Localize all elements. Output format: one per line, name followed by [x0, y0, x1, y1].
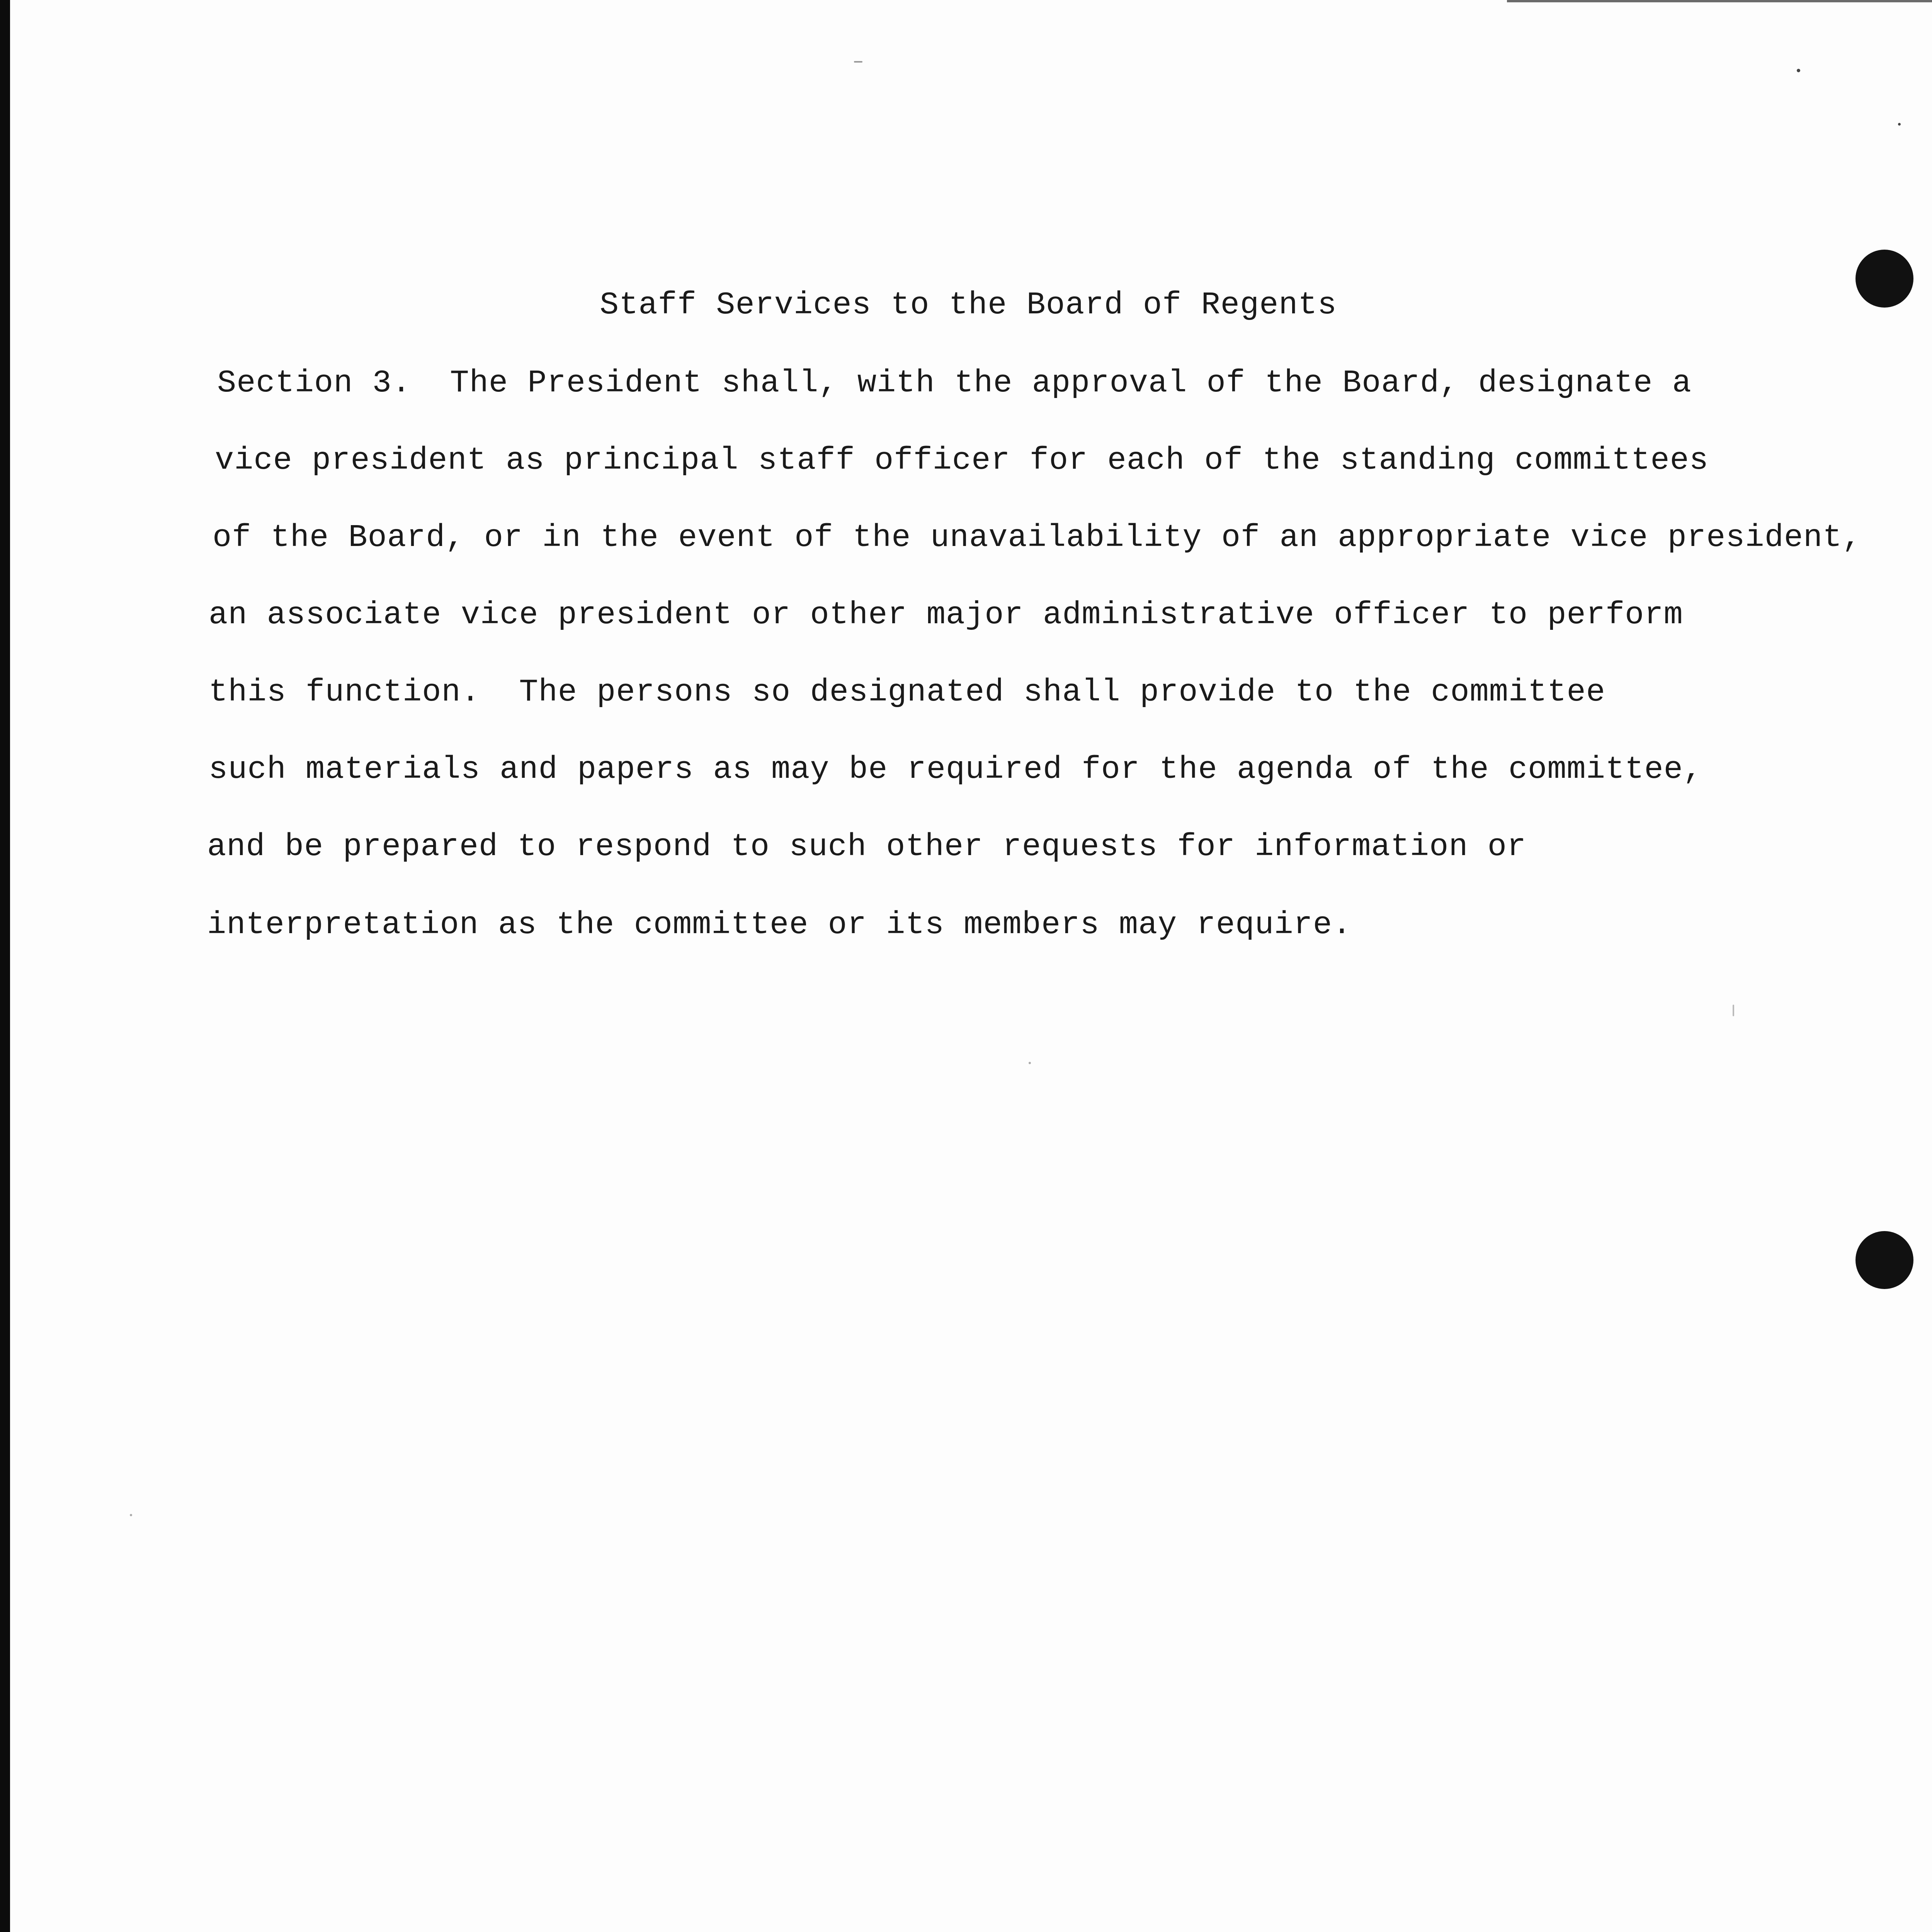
body-line: interpretation as the committee or its members may require. [207, 907, 1352, 943]
body-line: Section 3. The President shall, with the approval of the Board, designate a [217, 365, 1692, 401]
body-line: vice president as principal staff officer for each of the standing committees [215, 442, 1709, 478]
punch-hole-top [1855, 250, 1913, 308]
scan-edge-top [1507, 0, 1932, 2]
scan-speck [1898, 123, 1901, 126]
scan-edge-left [0, 0, 10, 1932]
scan-speck [130, 1514, 132, 1516]
body-line: of the Board, or in the event of the unavailability of an appropriate vice president, [213, 520, 1862, 556]
body-line: and be prepared to respond to such other requests for information or [207, 829, 1527, 865]
body-line: this function. The persons so designated shall provide to the committee [209, 674, 1605, 710]
scan-speck [854, 61, 862, 63]
body-line: such materials and papers as may be required for the agenda of the committee, [209, 752, 1703, 787]
document-title: Staff Services to the Board of Regents [600, 287, 1337, 323]
punch-hole-middle [1855, 1231, 1913, 1289]
body-line: an associate vice president or other major administrative officer to perform [209, 597, 1683, 633]
scan-speck [1797, 69, 1800, 72]
scan-speck [1029, 1062, 1031, 1064]
scan-speck [1733, 1005, 1734, 1016]
